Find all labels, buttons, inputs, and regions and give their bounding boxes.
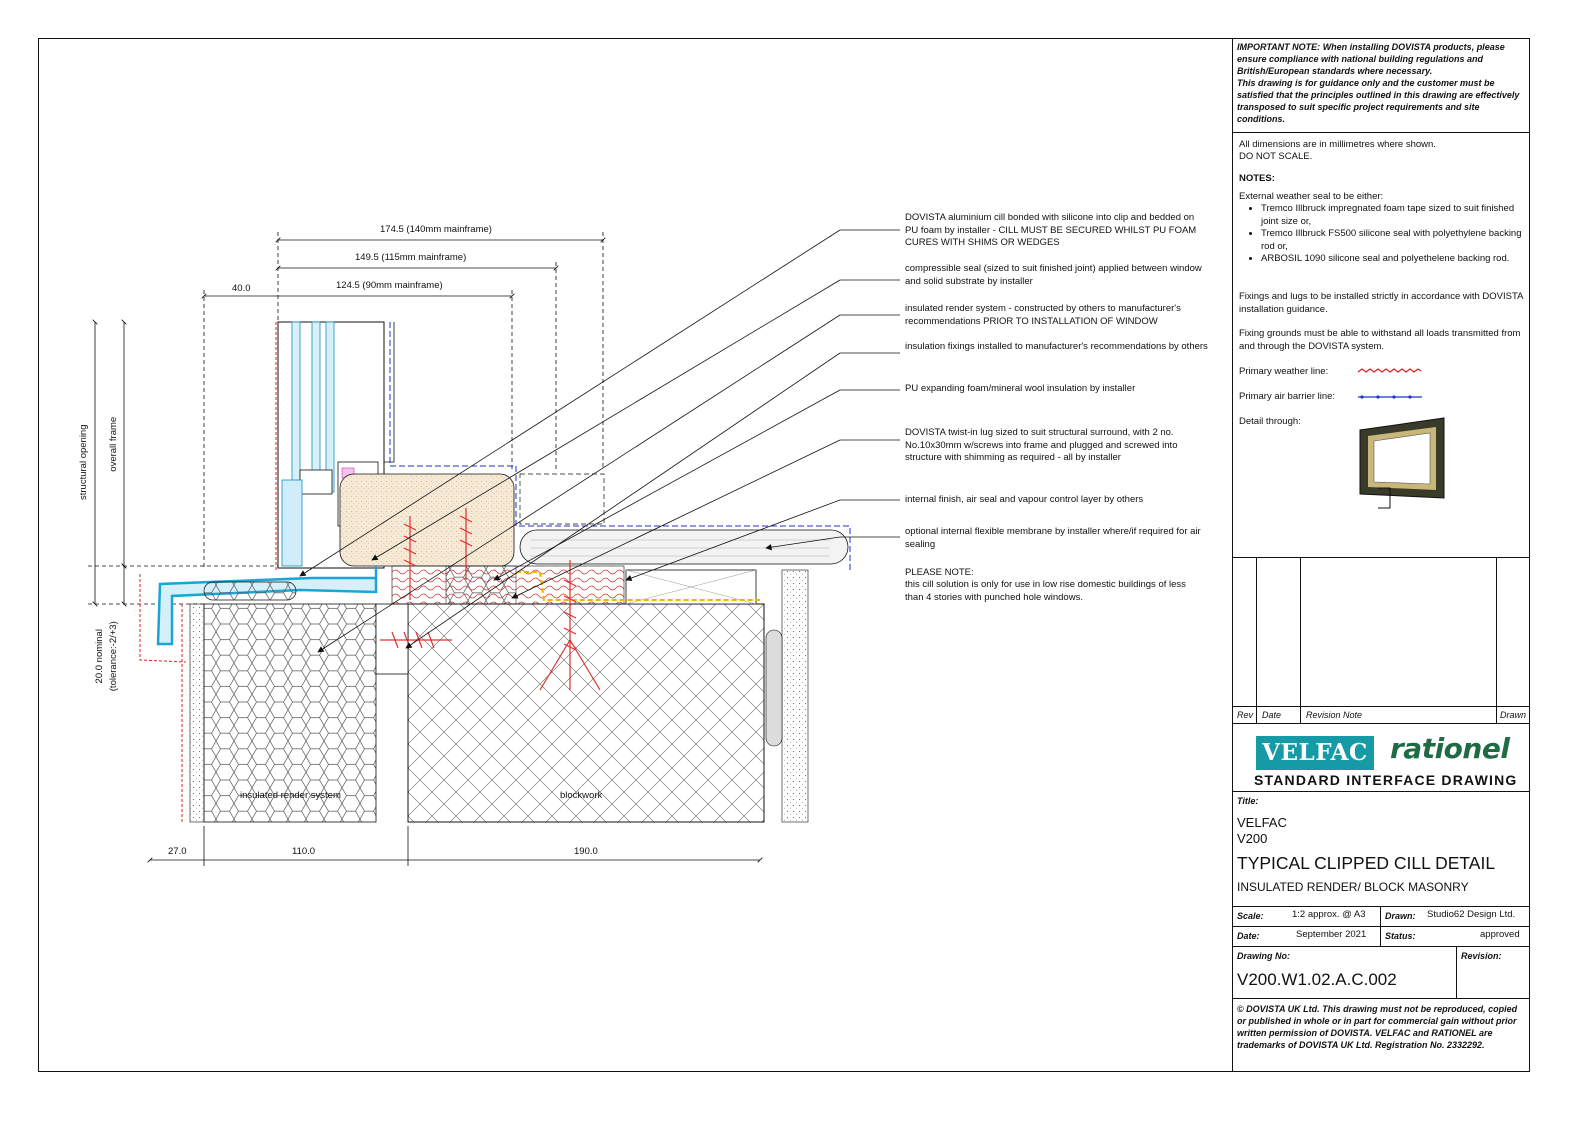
dim-27: 27.0 — [168, 846, 187, 857]
scale-label: Scale: — [1237, 911, 1264, 921]
rev-col-line — [1300, 557, 1301, 723]
copyright-notice: © DOVISTA UK Ltd. This drawing must not be reproduced, copied or published in whole or in part for commercial gain without prior written permission of DOVISTA. VELFAC and RATIONEL are trademarks of DOVISTA UK Ltd. Registration No. 2332292. — [1237, 1004, 1518, 1050]
rev-header: Rev — [1237, 710, 1254, 720]
title-label: Title: — [1237, 796, 1259, 806]
divider — [1232, 906, 1530, 907]
detail-through-label: Detail through: — [1239, 416, 1301, 427]
dim-nominal: 20.0 nominal — [93, 629, 105, 684]
dim-tolerance: (tolerance:-2/+3) — [107, 621, 119, 692]
annotation-compressible-seal: compressible seal (sized to suit finished joint) applied between window and solid substrate by installer — [905, 263, 1202, 287]
important-note-text: When installing DOVISTA products, please ensure compliance with national building regulations and British/European standards where necessary. — [1237, 42, 1505, 76]
seal-option: • ARBOSIL 1090 silicone seal and polyethelene backing rod. — [1261, 253, 1525, 265]
drawn-header: Drawn — [1500, 710, 1527, 720]
divider — [1232, 132, 1530, 133]
title-line-2: V200 — [1237, 831, 1268, 846]
dim-174: 174.5 (140mm mainframe) — [380, 224, 492, 235]
important-note-lead: IMPORTANT NOTE: — [1237, 42, 1321, 52]
revision-label: Revision: — [1461, 951, 1502, 961]
dim-40: 40.0 — [232, 283, 251, 294]
rev-col-line — [1256, 557, 1257, 723]
dim-overall-frame: overall frame — [107, 416, 119, 472]
sub-title: INSULATED RENDER/ BLOCK MASONRY — [1237, 880, 1469, 894]
divider — [1232, 557, 1530, 558]
date-header: Date — [1262, 710, 1282, 720]
important-note-text2: This drawing is for guidance only and the customer must be satisfied that the principles outlined in this drawing are effectively transposed to suit specific project requirements and site conditions. — [1237, 78, 1520, 124]
drawn-value: Studio62 Design Ltd. — [1427, 909, 1516, 920]
dim-110: 110.0 — [292, 846, 316, 857]
revision-note-header: Revision Note — [1306, 710, 1363, 720]
dim-149: 149.5 (115mm mainframe) — [355, 252, 467, 263]
label-insulated-render: insulated render system — [240, 790, 341, 801]
status-label: Status: — [1385, 931, 1416, 941]
seal-option: • Tremco Illbruck impregnated foam tape sized to suit finished joint size or, — [1261, 203, 1525, 228]
please-note-text: this cill solution is only for use in low rise domestic buildings of less than 4 stories with punched hole windows. — [905, 579, 1186, 603]
drawing-no-label: Drawing No: — [1237, 951, 1290, 961]
title-line-1: VELFAC — [1237, 815, 1287, 830]
weather-line-label: Primary weather line: — [1239, 366, 1329, 377]
please-note-heading: PLEASE NOTE: — [905, 567, 974, 578]
date-label: Date: — [1237, 931, 1260, 941]
standard-interface-subtitle: STANDARD INTERFACE DRAWING — [1254, 772, 1518, 788]
status-value: approved — [1480, 929, 1520, 940]
annotation-cill: DOVISTA aluminium cill bonded with silicone into clip and bedded on PU foam by installer - CILL MUST BE SECURED WHILST PU FOAM CURES WITH SHIMS OR WEDGES — [905, 212, 1197, 248]
divider — [1232, 723, 1530, 724]
notes-heading: NOTES: — [1239, 173, 1275, 184]
fixings-note: Fixings and lugs to be installed strictly in accordance with DOVISTA installation guidance. — [1239, 291, 1523, 315]
air-barrier-label: Primary air barrier line: — [1239, 391, 1336, 402]
annotation-membrane: optional internal flexible membrane by installer where/if required for air sealing — [905, 526, 1201, 550]
dim-190: 190.0 — [574, 846, 598, 857]
seal-notes — [1239, 191, 1525, 265]
annotation-twist-lug: DOVISTA twist-in lug sized to suit structural surround, with 2 no. No.10x30mm w/screws into frame and plugged and screwed into structure with shimming as required - all by installer — [905, 427, 1178, 463]
rev-col-line — [1496, 557, 1497, 723]
annotation-pu-foam: PU expanding foam/mineral wool insulation by installer — [905, 383, 1136, 394]
dim-structural-opening: structural opening — [77, 424, 89, 501]
dims-note: All dimensions are in millimetres where shown. — [1239, 139, 1436, 150]
main-title: TYPICAL CLIPPED CILL DETAIL — [1237, 853, 1496, 873]
drawn-label: Drawn: — [1385, 911, 1416, 921]
velfac-logo: VELFAC — [1256, 736, 1374, 770]
do-not-scale: DO NOT SCALE. — [1239, 151, 1313, 162]
grounds-note: Fixing grounds must be able to withstand all loads transmitted from and through the DOVISTA system. — [1239, 328, 1521, 352]
cell-line — [1456, 946, 1457, 998]
annotation-insulation-fixings: insulation fixings installed to manufacturer's recommendations by others — [905, 341, 1208, 352]
drawing-number: V200.W1.02.A.C.002 — [1237, 970, 1397, 989]
annotation-render-system: insulated render system - constructed by others to manufacturer's recommendations PRIOR TO INSTALLATION OF WINDOW — [905, 303, 1181, 327]
annotation-internal-finish: internal finish, air seal and vapour control layer by others — [905, 494, 1144, 505]
important-note — [1237, 41, 1525, 125]
divider — [1232, 946, 1530, 947]
label-blockwork: blockwork — [560, 790, 603, 801]
scale-value: 1:2 approx. @ A3 — [1292, 909, 1366, 920]
date-value: September 2021 — [1296, 929, 1367, 940]
dim-124: 124.5 (90mm mainframe) — [336, 280, 443, 291]
seal-option: • Tremco Illbruck FS500 silicone seal with polyethylene backing rod or, — [1261, 228, 1525, 253]
seal-options-list — [1239, 203, 1525, 265]
seal-intro: External weather seal to be either: — [1239, 191, 1384, 202]
divider — [1232, 998, 1530, 999]
divider — [1232, 706, 1530, 707]
divider — [1232, 791, 1530, 792]
rationel-logo: rationel — [1390, 732, 1510, 765]
divider — [1232, 926, 1530, 927]
